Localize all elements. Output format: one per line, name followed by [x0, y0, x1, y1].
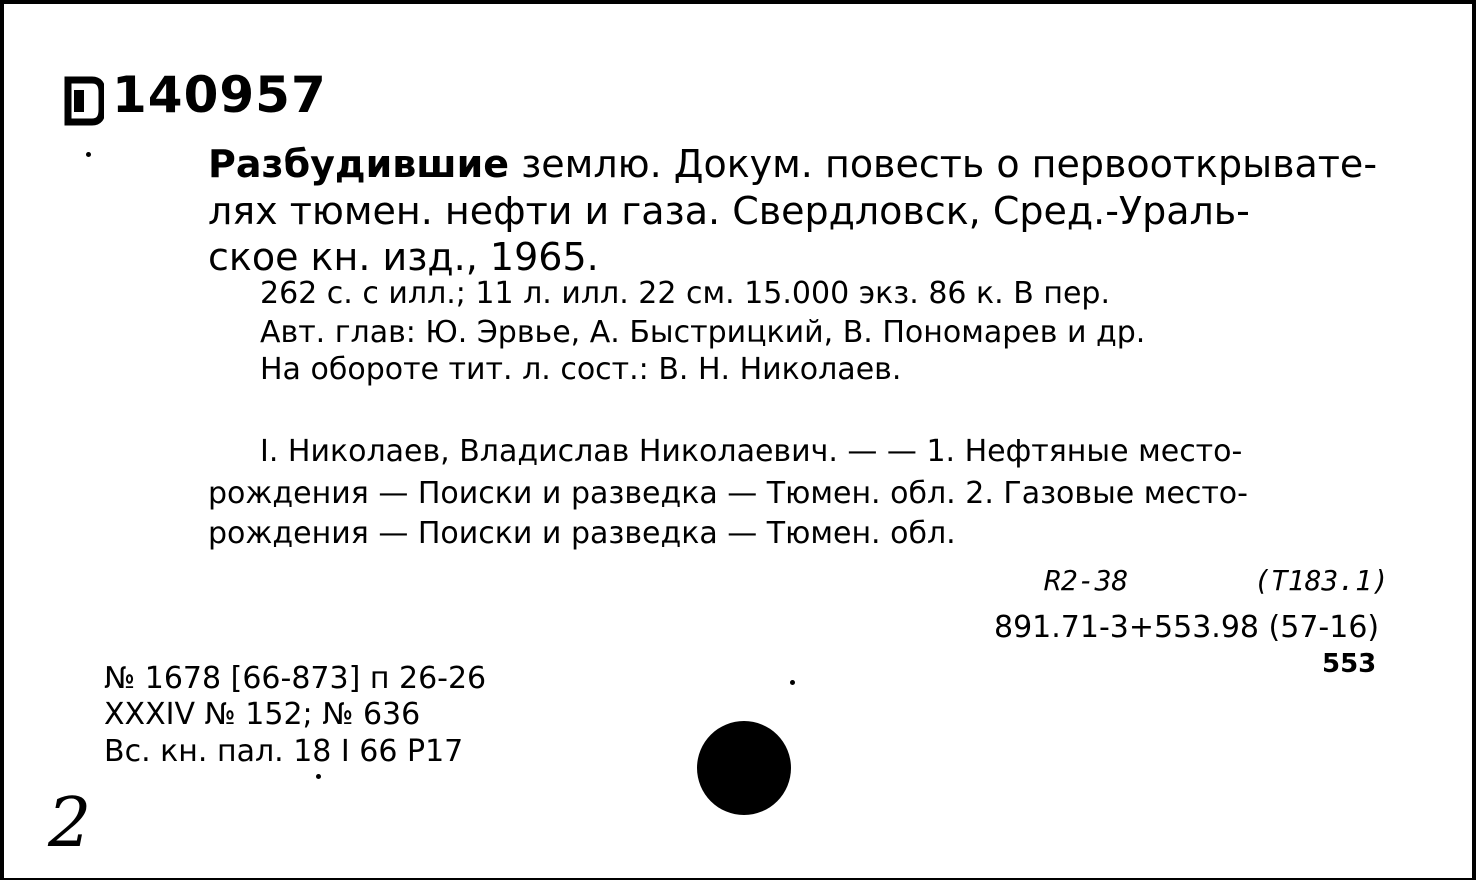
- subject-line-1: I. Николаев, Владислав Николаевич. — — 1. Нефтяные место-: [260, 434, 1243, 469]
- description-line-3: На обороте тит. л. сост.: В. Н. Николаев.: [260, 352, 902, 387]
- title-line-3: ское кн. изд., 1965.: [208, 235, 599, 279]
- title-line-1: [208, 142, 1377, 186]
- handwritten-corner-number: 2: [48, 784, 92, 863]
- classification-short: 553: [1322, 649, 1377, 679]
- footer-line-3: Вс. кн. пал. 18 I 66 P17: [104, 734, 464, 769]
- subject-line-2: рождения — Поиски и разведка — Тюмен. обл. 2. Газовые место-: [208, 476, 1248, 511]
- title-main-word: Разбудившие: [208, 142, 509, 186]
- inventory-mark-icon: [64, 76, 104, 126]
- ink-speck: [316, 774, 321, 779]
- ink-speck: [790, 680, 795, 685]
- footer-line-1: № 1678 [66-873] п 26-26: [104, 661, 487, 696]
- title-line-2: лях тюмен. нефти и газа. Свердловск, Сред.-Ураль-: [208, 189, 1250, 233]
- subject-line-3: рождения — Поиски и разведка — Тюмен. обл.: [208, 516, 956, 551]
- description-line-2: Авт. глав: Ю. Эрвье, А. Быстрицкий, В. Пономарев и др.: [260, 315, 1146, 350]
- handwritten-code-right: (T183.1): [1254, 564, 1389, 597]
- title-line-1-text: землю. Докум. повесть о первооткрывате-: [509, 142, 1378, 186]
- footer-line-2: XXXIV № 152; № 636: [104, 697, 421, 732]
- punch-hole: [697, 721, 791, 815]
- inventory-number: 140957: [112, 66, 327, 124]
- ink-speck: [86, 152, 91, 157]
- description-line-1: 262 с. с илл.; 11 л. илл. 22 см. 15.000 экз. 86 к. В пер.: [260, 276, 1110, 311]
- handwritten-code-left: R2-38: [1044, 564, 1129, 597]
- classification-index: 891.71-3+553.98 (57-16): [994, 610, 1380, 645]
